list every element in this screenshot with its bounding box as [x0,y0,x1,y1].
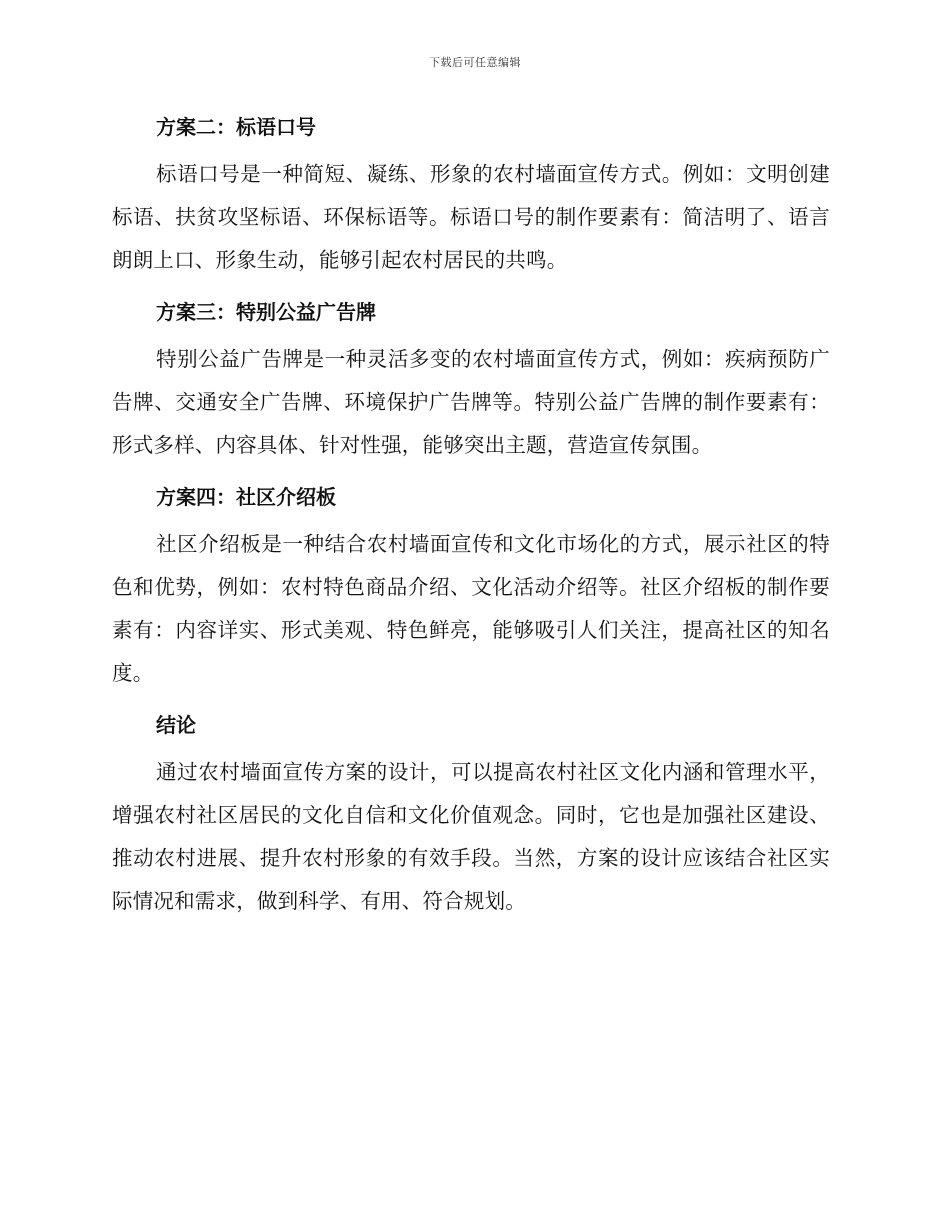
section-slogans [112,108,830,282]
section-heading: 结论 [156,713,196,737]
page-header: 下载后可任意编辑 [429,56,521,69]
section-community-board [112,478,830,695]
section-heading: 方案三：特别公益广告牌 [156,300,376,324]
section-heading: 方案二：标语口号 [156,115,316,139]
section-paragraph: 特别公益广告牌是一种灵活多变的农村墙面宣传方式，例如：疾病预防广告牌、交通安全广告牌、环境保护广告牌等。特别公益广告牌的制作要素有：形式多样、内容具体、针对性强，能够突出主题，营造宣传氛围。 [112,347,830,457]
section-heading: 方案四：社区介绍板 [156,485,336,509]
section-paragraph: 标语口号是一种简短、凝练、形象的农村墙面宣传方式。例如：文明创建标语、扶贫攻坚标语、环保标语等。标语口号的制作要素有：简洁明了、语言朗朗上口、形象生动，能够引起农村居民的共鸣。 [112,162,830,272]
section-public-billboards [112,293,830,467]
section-paragraph: 社区介绍板是一种结合农村墙面宣传和文化市场化的方式，展示社区的特色和优势，例如：农村特色商品介绍、文化活动介绍等。社区介绍板的制作要素有：内容详实、形式美观、特色鲜亮，能够吸引人们关注，提高社区的知名度。 [112,532,830,685]
document-body [112,108,830,934]
section-conclusion [112,706,830,923]
section-paragraph: 通过农村墙面宣传方案的设计，可以提高农村社区文化内涵和管理水平，增强农村社区居民的文化自信和文化价值观念。同时，它也是加强社区建设、推动农村进展、提升农村形象的有效手段。当然，方案的设计应该结合社区实际情况和需求，做到科学、有用、符合规划。 [112,760,830,913]
